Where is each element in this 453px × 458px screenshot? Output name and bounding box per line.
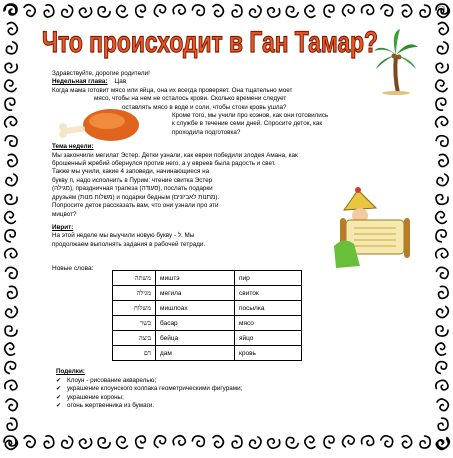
week-theme-line: букву п, надо исполнить в Пурим: чтение свитка Эстер: [52, 176, 213, 184]
week-theme-line: Мы закончили мегилат Эстер. Детки узнали, как евреи победили злодея Амана, как: [52, 151, 298, 159]
hebrew-word-cell: ביצה: [113, 331, 156, 346]
page-title: [38, 18, 383, 62]
table-row: [113, 301, 302, 316]
greeting: Здравствуйте, дорогие родители!: [52, 70, 150, 77]
parasha-label: Недельная глава:: [52, 78, 108, 86]
week-theme-line: Также мы учили, какие 4 заповеди, начинающиеся на: [52, 168, 210, 176]
ivrit-label: Иврит:: [52, 223, 74, 231]
para1-line: Когда мама готовит мясо или яйца, она их всегда проверяет. Она тщательно моет: [52, 86, 293, 94]
para1-line: Кроме того, мы учили про коэнов, как они готовились: [172, 112, 329, 120]
para1-line: проходила подготовка?: [172, 128, 241, 136]
crafts-item: ✔ Клоун - рисование акварелью;: [56, 377, 242, 386]
crafts-item: ✔ огонь жертвенника из бумаги.: [56, 402, 242, 411]
crafts-label: Поделки:: [56, 368, 85, 375]
parasha-name: Цав: [114, 78, 127, 86]
crafts-section: [56, 368, 242, 411]
right-swirl-border: [431, 0, 453, 453]
left-swirl-border: [0, 0, 22, 453]
crafts-item: ✔ украшение короны;: [56, 394, 242, 403]
hebrew-word-cell: משתה: [113, 271, 156, 286]
ivrit-line: продолжаем выполнять задания в рабочей тетради.: [52, 240, 206, 248]
week-theme-line: (מגילה), праздничная трапеза (סעודה), послать подарки: [52, 185, 213, 193]
transliteration-cell: дам: [156, 346, 235, 361]
russian-word-cell: свиток: [235, 286, 302, 301]
russian-word-cell: мясо: [235, 316, 302, 331]
week-theme-line: друзьям (משלוח מנות) и подарки бедным (מתנות לאביונים).: [52, 193, 220, 201]
para1-line: мясо, чтобы на нем не осталось крови. Сколько времени следует: [94, 95, 287, 103]
russian-word-cell: пир: [235, 271, 302, 286]
bottom-swirl-border: [0, 431, 453, 453]
table-row: [113, 271, 302, 286]
russian-word-cell: посылка: [235, 301, 302, 316]
transliteration-cell: басар: [156, 316, 235, 331]
transliteration-cell: миштэ: [156, 271, 235, 286]
week-theme-line: брошенный жребий обернулся против него, а у евреев была радость и свет.: [52, 160, 276, 168]
table-row: [113, 346, 302, 361]
corner-text: ב"ה: [435, 6, 445, 12]
hebrew-word-cell: בשר: [113, 316, 156, 331]
hebrew-word-cell: מגילה: [113, 286, 156, 301]
parasha-line: [52, 78, 412, 86]
table-row: [113, 286, 302, 301]
transliteration-cell: мишлоах: [156, 301, 235, 316]
chicken-leg-icon: [55, 105, 140, 145]
vocabulary-table: [112, 270, 302, 361]
crafts-item: ✔ украшение клоунского колпака геометрическими фигурами;: [56, 385, 242, 394]
table-row: [113, 331, 302, 346]
title-text: Что происходит в Ган Тамар?: [42, 26, 378, 59]
russian-word-cell: яйцо: [235, 331, 302, 346]
transliteration-cell: мегила: [156, 286, 235, 301]
hebrew-word-cell: משלוח: [113, 301, 156, 316]
para1-line: оставлять мясо в воде и соли, чтобы стоки кровь ушла?: [122, 103, 287, 111]
new-words-label: Новые слова:: [52, 265, 94, 272]
ivrit-line: На этой неделе мы выучили новую букву - ל. Мы: [52, 232, 195, 240]
megillah-scroll-icon: [324, 186, 412, 274]
week-theme-line: мицвот?: [52, 210, 77, 218]
para1-line: к службе в течение семи дней. Спросите деток, как: [172, 120, 323, 128]
table-row: [113, 316, 302, 331]
transliteration-cell: бейца: [156, 331, 235, 346]
russian-word-cell: кровь: [235, 346, 302, 361]
week-theme-line: Попросите деток рассказать вам, что они узнали про эти: [52, 202, 219, 210]
week-theme-label: Тема недели:: [52, 143, 94, 151]
hebrew-word-cell: דם: [113, 346, 156, 361]
